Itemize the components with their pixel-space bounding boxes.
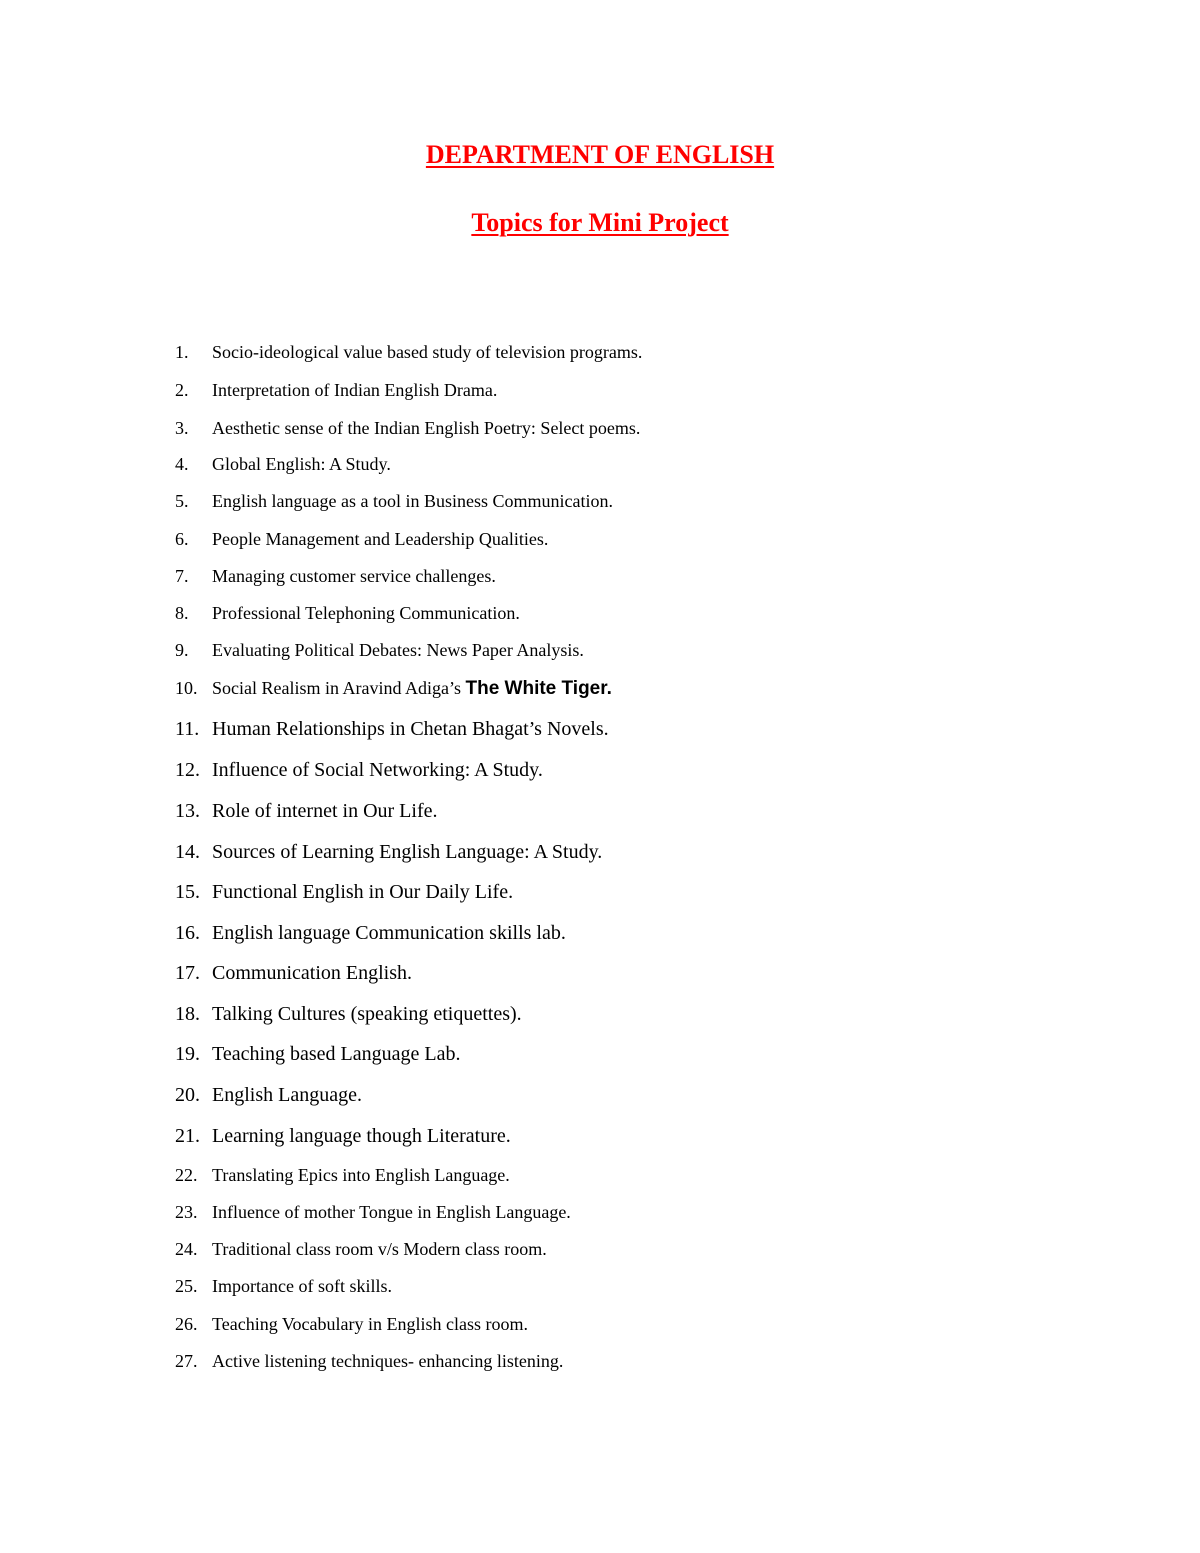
topic-text: Managing customer service challenges. — [212, 566, 496, 586]
topic-text: Translating Epics into English Language. — [212, 1165, 510, 1185]
topic-item — [0, 1043, 1200, 1073]
topic-item — [0, 800, 1200, 830]
topic-text: Teaching Vocabulary in English class room. — [212, 1314, 529, 1334]
topic-item — [0, 881, 1200, 911]
topic-number: 8. — [175, 603, 189, 623]
topic-text: Influence of mother Tongue in English Language. — [212, 1202, 571, 1222]
topic-text: Teaching based Language Lab. — [212, 1043, 461, 1065]
topic-text: Interpretation of Indian English Drama. — [212, 380, 498, 400]
topic-number: 26. — [175, 1314, 198, 1334]
topic-number: 7. — [175, 566, 189, 586]
topic-text: Influence of Social Networking: A Study. — [212, 759, 543, 781]
topic-number: 27. — [175, 1351, 198, 1371]
topic-number: 25. — [175, 1276, 198, 1296]
topic-text: Learning language though Literature. — [212, 1125, 511, 1147]
topic-text: Role of internet in Our Life. — [212, 800, 438, 822]
book-title: The White Tiger. — [465, 678, 612, 699]
topic-item — [0, 1165, 1200, 1195]
topic-item — [0, 1276, 1200, 1306]
topic-text: Evaluating Political Debates: News Paper Analysis. — [212, 640, 584, 660]
topic-number: 24. — [175, 1239, 198, 1259]
topic-item — [0, 1125, 1200, 1155]
topic-item — [0, 1239, 1200, 1269]
topic-number: 18. — [175, 1003, 200, 1025]
topic-item — [0, 962, 1200, 992]
topic-number: 23. — [175, 1202, 198, 1222]
topic-text: Importance of soft skills. — [212, 1276, 392, 1296]
topic-number: 13. — [175, 800, 200, 822]
topic-item — [0, 1202, 1200, 1232]
topic-text: Aesthetic sense of the Indian English Poetry: Select poems. — [212, 418, 641, 438]
topic-item — [0, 1003, 1200, 1033]
topic-number: 1. — [175, 342, 189, 362]
topic-number: 21. — [175, 1125, 200, 1147]
topic-text: Professional Telephoning Communication. — [212, 603, 520, 623]
topic-text: Traditional class room v/s Modern class room. — [212, 1239, 547, 1259]
topic-item — [0, 678, 1200, 708]
topic-number: 22. — [175, 1165, 198, 1185]
topic-number: 16. — [175, 922, 200, 944]
topic-number: 10. — [175, 678, 198, 698]
topic-item — [0, 418, 1200, 448]
topic-item — [0, 1084, 1200, 1114]
topic-text: Socio-ideological value based study of television programs. — [212, 342, 643, 362]
topic-number: 20. — [175, 1084, 200, 1106]
topic-number: 12. — [175, 759, 200, 781]
topic-number: 3. — [175, 418, 189, 438]
topic-text: Functional English in Our Daily Life. — [212, 881, 514, 903]
topic-number: 4. — [175, 454, 189, 474]
department-title: DEPARTMENT OF ENGLISH — [425, 140, 775, 169]
topic-text: English language Communication skills lab. — [212, 922, 566, 944]
topic-item — [0, 718, 1200, 748]
topic-text-with-book — [212, 678, 612, 700]
topic-number: 5. — [175, 491, 189, 511]
topic-text: Talking Cultures (speaking etiquettes). — [212, 1003, 522, 1025]
topic-item — [0, 603, 1200, 633]
topic-text: Active listening techniques- enhancing listening. — [212, 1351, 564, 1371]
topic-item — [0, 566, 1200, 596]
page-subtitle: Topics for Mini Project — [471, 208, 729, 237]
topic-item — [0, 1314, 1200, 1344]
topic-text: Human Relationships in Chetan Bhagat’s Novels. — [212, 718, 609, 740]
topic-item — [0, 841, 1200, 871]
topic-item — [0, 529, 1200, 559]
topic-item — [0, 380, 1200, 410]
topic-text: English Language. — [212, 1084, 362, 1106]
topic-item — [0, 491, 1200, 521]
topic-text: Global English: A Study. — [212, 454, 391, 474]
topic-number: 19. — [175, 1043, 200, 1065]
topic-number: 17. — [175, 962, 200, 984]
topic-text: English language as a tool in Business Communication. — [212, 491, 613, 511]
topic-text: Communication English. — [212, 962, 412, 984]
topic-number: 2. — [175, 380, 189, 400]
topic-text: People Management and Leadership Qualities. — [212, 529, 549, 549]
topic-number: 14. — [175, 841, 200, 863]
topic-number: 9. — [175, 640, 189, 660]
topic-item — [0, 454, 1200, 484]
topic-item — [0, 342, 1200, 372]
topic-number: 15. — [175, 881, 200, 903]
topic-item — [0, 922, 1200, 952]
topic-text: Social Realism in Aravind Adiga’s — [212, 678, 466, 698]
topic-item — [0, 759, 1200, 789]
topic-number: 6. — [175, 529, 189, 549]
topic-item — [0, 640, 1200, 670]
topic-number: 11. — [175, 718, 200, 740]
topic-item — [0, 1351, 1200, 1381]
topic-text: Sources of Learning English Language: A Study. — [212, 841, 603, 863]
